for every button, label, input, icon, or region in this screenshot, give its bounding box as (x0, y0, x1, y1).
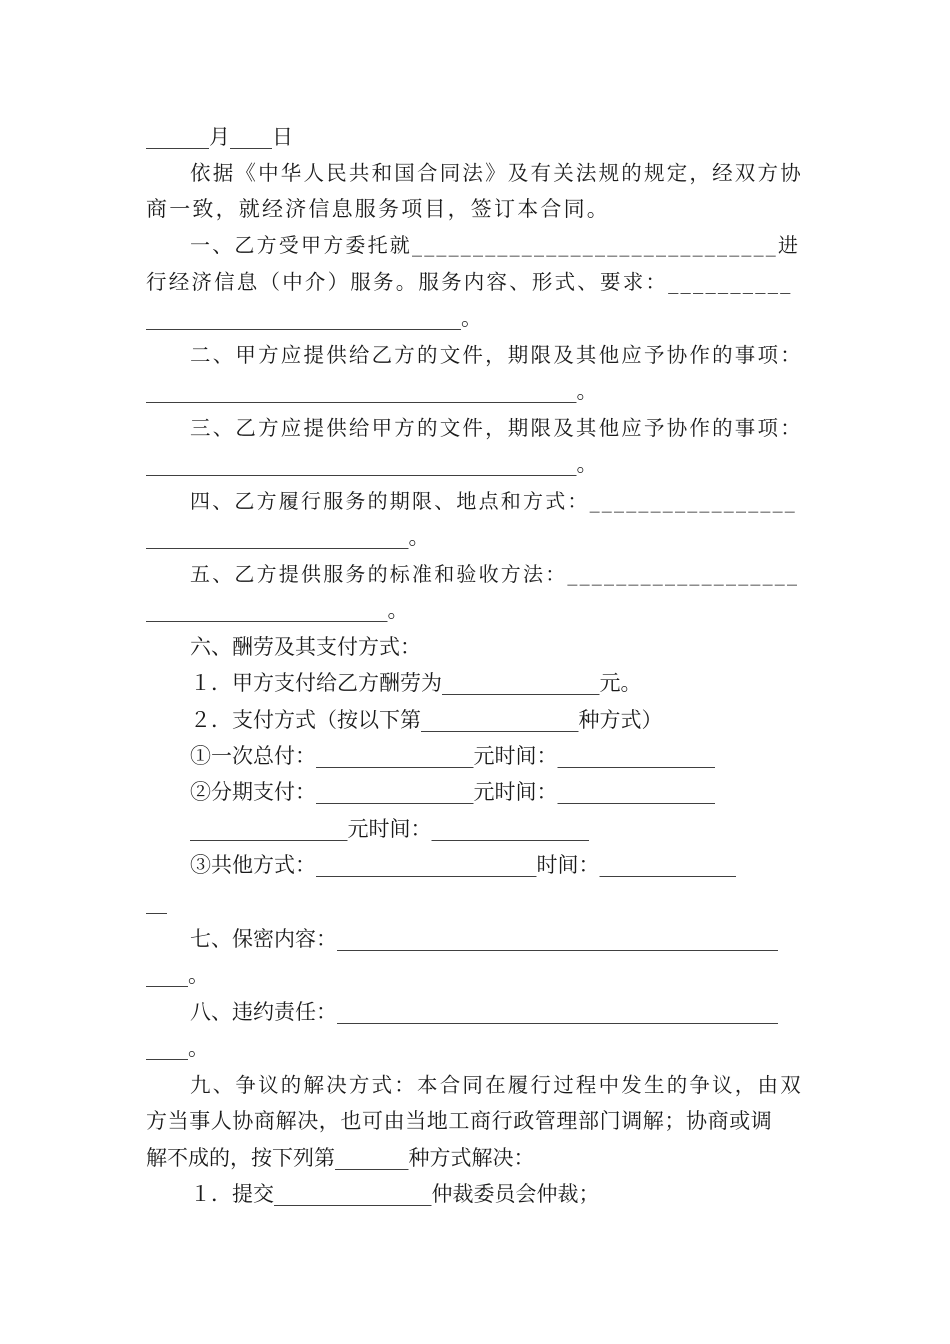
preamble-line-1: 依据《中华人民共和国合同法》及有关法规的规定，经双方协 (190, 161, 803, 185)
clause-8-line-2: ____。 (146, 1036, 209, 1060)
clause-3-line-2: _________________________________________。 (146, 452, 598, 476)
preamble-line-2: 商一致，就经济信息服务项目，签订本合同。 (146, 197, 610, 221)
clause-1-line-1: 一、乙方受甲方委托就______________________________进 (190, 233, 801, 257)
date-line: ______月____日 (146, 125, 293, 149)
clause-1-line-2: 行经济信息（中介）服务。服务内容、形式、要求：__________ (146, 270, 793, 294)
clause-8-line-1: 八、违约责任：__________________________________________ (190, 1000, 778, 1024)
payment-option-2: ②分期支付：_______________元时间：_______________ (190, 780, 715, 804)
payment-option-2-cont: _______________元时间：_______________ (190, 817, 589, 841)
clause-5-line-2: _______________________。 (146, 598, 409, 622)
clause-7-line-2: ____。 (146, 963, 209, 987)
clause-9-line-2: 方当事人协商解决，也可由当地工商行政管理部门调解；协商或调 (146, 1109, 773, 1133)
clause-2-line-1: 二、甲方应提供给乙方的文件，期限及其他应予协作的事项： (190, 343, 803, 367)
clause-9-line-1: 九、争议的解决方式：本合同在履行过程中发生的争议，由双 (190, 1073, 803, 1097)
clause-1-line-3: ______________________________。 (146, 306, 482, 330)
clause-6-item-1: １．甲方支付给乙方酬劳为_______________元。 (190, 671, 642, 695)
payment-option-3-cont: __ (146, 890, 167, 914)
clause-3-line-1: 三、乙方应提供给甲方的文件，期限及其他应予协作的事项： (190, 416, 803, 440)
clause-2-line-2: _________________________________________。 (146, 379, 598, 403)
clause-5-line-1: 五、乙方提供服务的标准和验收方法：___________________ (190, 562, 800, 586)
clause-4-line-2: _________________________。 (146, 525, 430, 549)
payment-option-3: ③共他方式：_____________________时间：_____________ (190, 853, 736, 877)
clause-6-item-2: ２．支付方式（按以下第_______________种方式） (190, 708, 663, 732)
payment-option-1: ①一次总付：_______________元时间：_______________ (190, 744, 715, 768)
clause-9-line-3: 解不成的，按下列第_______种方式解决： (146, 1146, 535, 1170)
clause-6-heading: 六、酬劳及其支付方式： (190, 635, 421, 659)
clause-4-line-1: 四、乙方履行服务的期限、地点和方式：_________________ (190, 489, 797, 513)
clause-7-line-1: 七、保密内容：__________________________________________ (190, 927, 778, 951)
clause-9-item-1: １．提交_______________仲裁委员会仲裁； (190, 1182, 600, 1206)
